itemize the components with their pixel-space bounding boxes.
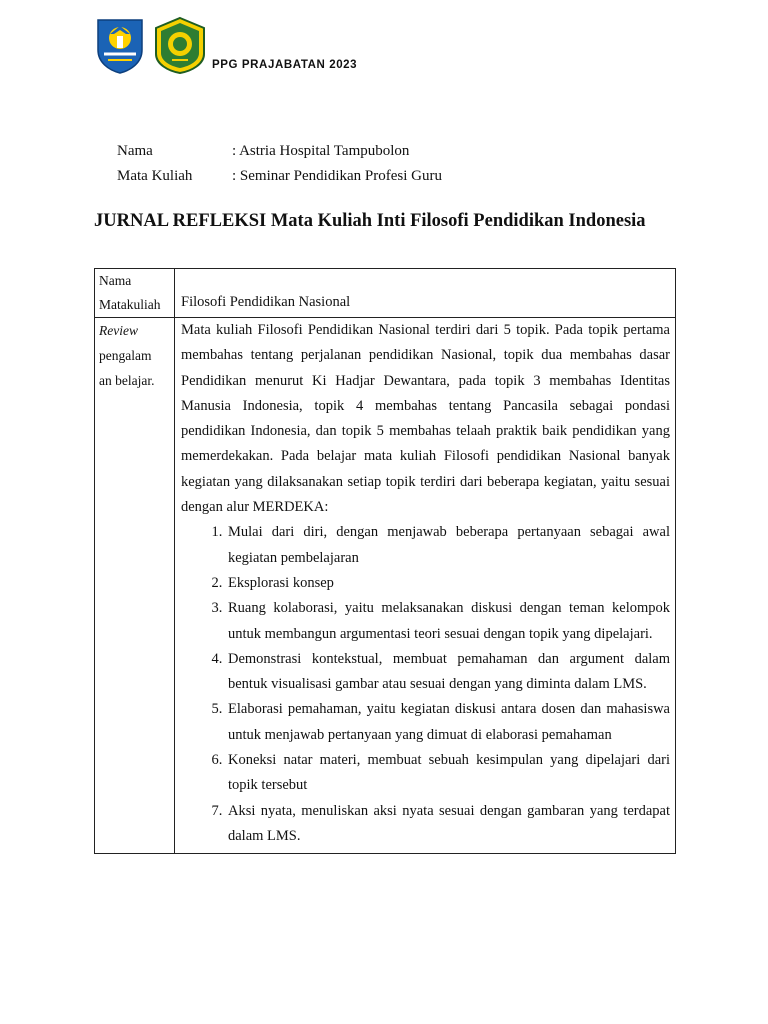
review-content-cell	[175, 318, 676, 854]
course-name-label-line2: Matakuliah	[99, 297, 161, 312]
review-label-line3: an belajar.	[99, 373, 155, 388]
university-logo	[152, 16, 208, 74]
kemdikbud-logo	[92, 16, 148, 74]
table-row-review	[95, 318, 676, 854]
list-item: 4. Demonstrasi kontekstual, membuat pemahaman dan argument dalam bentuk visualisasi gambar atau sesuai dengan yang diminta dalam LMS.	[226, 647, 670, 698]
list-item: 1. Mulai dari diri, dengan menjawab beberapa pertanyaan sebagai awal kegiatan pembelajaran	[226, 520, 670, 571]
list-item: 2. Eksplorasi konsep	[226, 571, 670, 596]
review-label-line2: pengalam	[99, 348, 152, 363]
course-name-value-cell	[175, 269, 676, 318]
course-name-value: Filosofi Pendidikan Nasional	[181, 294, 351, 310]
header-title: PPG PRAJABATAN 2023	[212, 59, 358, 71]
review-label-cell	[95, 318, 175, 854]
course-value: : Seminar Pendidikan Profesi Guru	[232, 168, 442, 184]
page-title: JURNAL REFLEKSI Mata Kuliah Inti Filosofi Pendidikan Indonesia	[94, 211, 646, 231]
list-item: 7. Aksi nyata, menuliskan aksi nyata sesuai dengan gambaran yang terdapat dalam LMS.	[226, 799, 670, 850]
name-value: : Astria Hospital Tampubolon	[232, 143, 410, 159]
course-label: Mata Kuliah	[117, 168, 193, 184]
list-item: 6. Koneksi natar materi, membuat sebuah kesimpulan yang dipelajari dari topik tersebut	[226, 748, 670, 799]
list-item: 3. Ruang kolaborasi, yaitu melaksanakan diskusi dengan teman kelompok untuk membangun argumentasi teori sesuai dengan topik yang dipelajari.	[226, 596, 670, 647]
name-label: Nama	[117, 143, 153, 159]
course-name-label-line1: Nama	[99, 273, 132, 288]
review-label-italic: Review	[99, 323, 138, 338]
course-name-label-cell	[95, 269, 175, 318]
merdeka-steps-list	[181, 520, 670, 849]
table-row-course	[95, 269, 676, 318]
reflection-table	[94, 268, 676, 854]
review-paragraph: Mata kuliah Filosofi Pendidikan Nasional terdiri dari 5 topik. Pada topik pertama membahas tentang perjalanan pendidikan Nasional, topik dua membahas dasar Pendidikan menurut Ki Hadjar Dewantara, pada topik 3 membahas Identitas Manusia Indonesia, topik 4 membahas tentang Pancasila sebagai pondasi pendidikan Indonesia, dan topik 5 membahas telaah praktik baik pendidikan yang memerdekakan. Pada belajar mata kuliah Filosofi pendidikan Nasional banyak kegiatan yang dilaksanakan setiap topik terdiri dari beberapa kegiatan, yaitu sesuai dengan alur MERDEKA:	[181, 322, 670, 516]
list-item: 5. Elaborasi pemahaman, yaitu kegiatan diskusi antara dosen dan mahasiswa untuk menjawab pertanyaan yang dimuat di elaborasi pemahaman	[226, 697, 670, 748]
